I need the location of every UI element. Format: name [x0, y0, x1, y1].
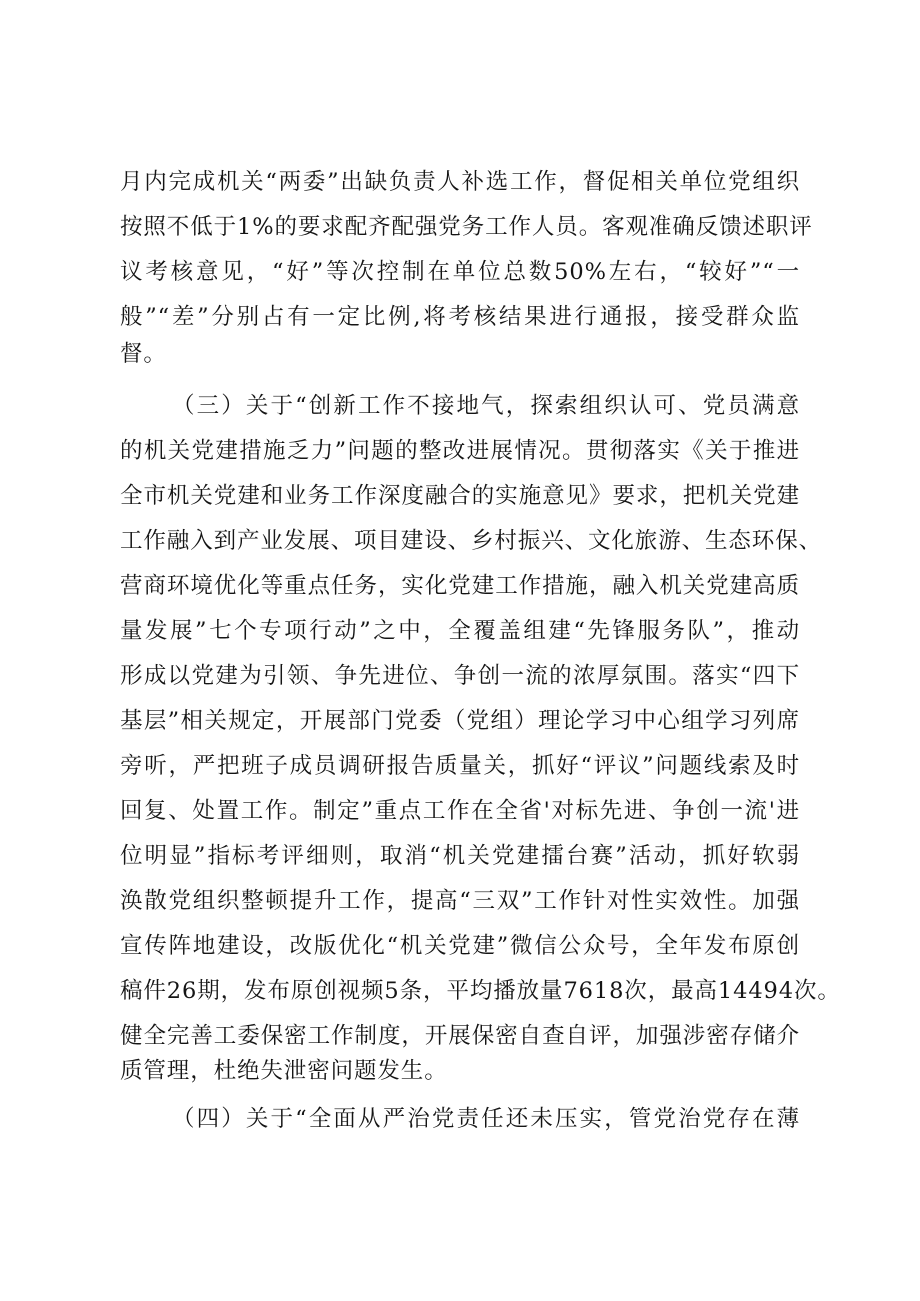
- paragraph-line: 月内完成机关“两委”出缺负责人补选工作，督促相关单位党组织: [120, 169, 800, 195]
- paragraph-line: 的机关党建措施乏力”问题的整改进展情况。贯彻落实《关于推进: [120, 438, 800, 464]
- paragraph-line: 形成以党建为引领、争先进位、争创一流的浓厚氛围。落实“四下: [120, 663, 800, 689]
- paragraph-line: 稿件26期，发布原创视频5条，平均播放量7618次，最高14494次。: [120, 978, 841, 1004]
- paragraph-line: 宣传阵地建设，改版优化“机关党建”微信公众号，全年发布原创: [120, 933, 800, 959]
- paragraph-line: 按照不低于1%的要求配齐配强党务工作人员。客观准确反馈述职评: [120, 214, 813, 240]
- section-heading-three: （三）关于“创新工作不接地气，探索组织认可、党员满意: [172, 393, 800, 419]
- paragraph-line: 议考核意见，“好”等次控制在单位总数50%左右，“较好”“一: [120, 259, 800, 285]
- paragraph-line: 涣散党组织整顿提升工作，提高“三双”工作针对性实效性。加强: [120, 888, 800, 914]
- paragraph-line: 基层”相关规定，开展部门党委（党组）理论学习中心组学习列席: [120, 708, 800, 734]
- paragraph-line: 回复、处置工作。制定”重点工作在全省'对标先进、争创一流'进: [120, 798, 800, 824]
- paragraph-line: 营商环境优化等重点任务，实化党建工作措施，融入机关党建高质: [120, 573, 800, 599]
- paragraph-line: 质管理，杜绝失泄密问题发生。: [120, 1058, 448, 1084]
- paragraph-line: 般”“差”分别占有一定比例,将考核结果进行通报，接受群众监: [120, 304, 800, 330]
- paragraph-line: 位明显”指标考评细则，取消“机关党建擂台赛”活动，抓好软弱: [120, 843, 800, 869]
- section-heading-four: （四）关于“全面从严治党责任还未压实，管党治党存在薄: [172, 1106, 800, 1132]
- paragraph-line: 量发展”七个专项行动”之中，全覆盖组建“先锋服务队”，推动: [120, 618, 800, 644]
- paragraph-line: 旁听，严把班子成员调研报告质量关，抓好“评议”问题线索及时: [120, 753, 800, 779]
- paragraph-line: 督。: [120, 341, 167, 367]
- paragraph-line: 全市机关党建和业务工作深度融合的实施意见》要求，把机关党建: [120, 483, 800, 509]
- paragraph-line: 健全完善工委保密工作制度，开展保密自查自评，加强涉密存储介: [120, 1023, 800, 1049]
- paragraph-line: 工作融入到产业发展、项目建设、乡村振兴、文化旅游、生态环保、: [120, 528, 823, 554]
